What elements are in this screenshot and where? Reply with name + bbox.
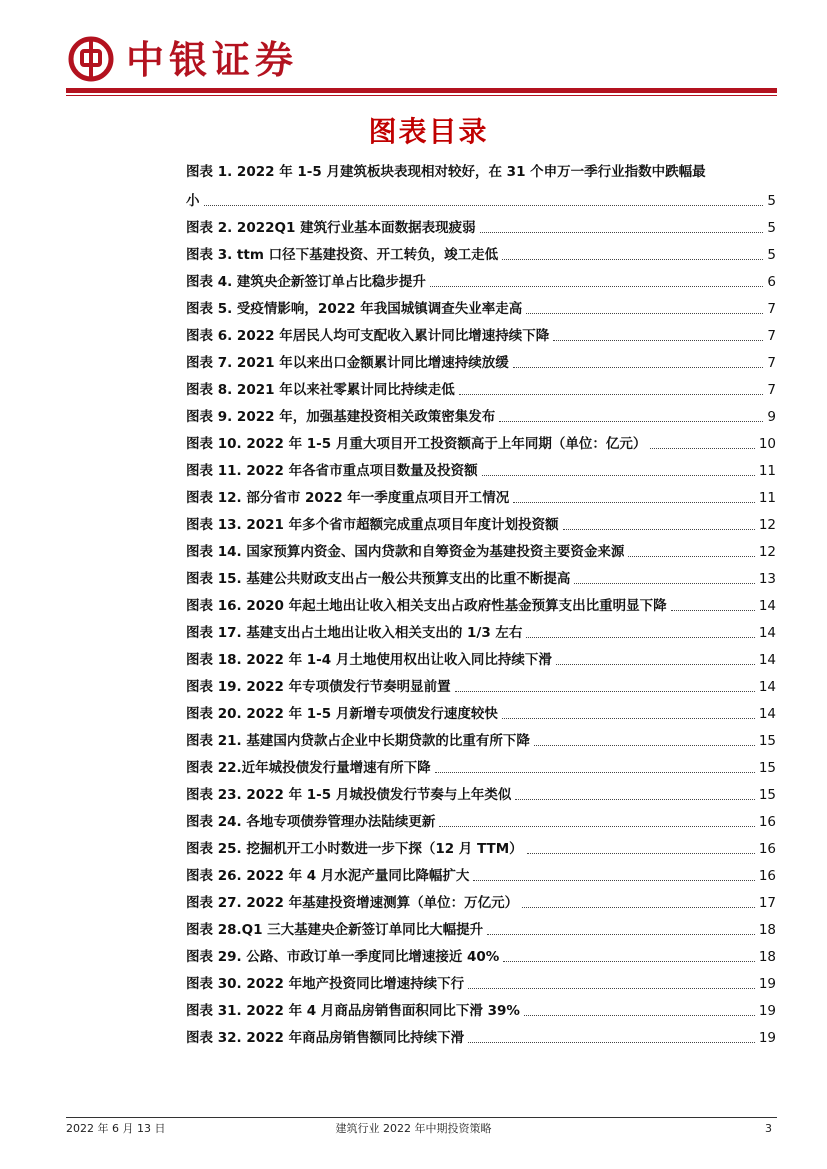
toc-entry[interactable] (186, 832, 776, 859)
toc-entry[interactable] (186, 643, 776, 670)
toc-entry[interactable] (186, 535, 776, 562)
toc-leader-dots (502, 259, 763, 260)
toc-entry-title: 图表 31. 2022 年 4 月商品房销售面积同比下滑 39% (186, 1003, 520, 1019)
toc-page-number: 5 (767, 220, 776, 236)
toc-entry-title: 图表 30. 2022 年地产投资同比增速持续下行 (186, 976, 465, 992)
toc-entry[interactable] (186, 508, 776, 535)
toc-page-number: 15 (758, 787, 776, 803)
toc-entry-title: 图表 9. 2022 年，加强基建投资相关政策密集发布 (186, 409, 496, 425)
toc-entry-title: 图表 25. 挖掘机开工小时数进一步下探（12 月 TTM） (186, 841, 523, 857)
toc-entry[interactable] (186, 886, 776, 913)
toc-page-number: 19 (758, 1003, 776, 1019)
toc-page-number: 5 (767, 193, 776, 209)
toc-entry-title: 图表 32. 2022 年商品房销售额同比持续下滑 (186, 1030, 465, 1046)
toc-entry-title: 图表 23. 2022 年 1-5 月城投债发行节奏与上年类似 (186, 787, 512, 803)
toc-leader-dots (513, 367, 764, 368)
footer-date: 2022 年 6 月 13 日 (66, 1122, 166, 1135)
toc-page-number: 7 (767, 328, 776, 344)
toc-entry[interactable] (186, 454, 776, 481)
toc-entry[interactable] (186, 724, 776, 751)
toc-leader-dots (480, 232, 764, 233)
toc-entry[interactable] (186, 589, 776, 616)
toc-entry[interactable] (186, 616, 776, 643)
toc-leader-dots (650, 448, 754, 449)
toc-page-number: 16 (758, 868, 776, 884)
toc-leader-dots (553, 340, 763, 341)
toc-entry-title: 图表 21. 基建国内贷款占企业中长期贷款的比重有所下降 (186, 733, 530, 749)
toc-entry-title: 图表 19. 2022 年专项债发行节奏明显前置 (186, 679, 451, 695)
toc-entry[interactable] (186, 913, 776, 940)
toc-page-number: 16 (758, 814, 776, 830)
toc-entry-title: 图表 22.近年城投债发行量增速有所下降 (186, 760, 431, 776)
toc-page-number: 10 (758, 436, 776, 452)
toc-leader-dots (435, 772, 755, 773)
toc-entry[interactable] (186, 1021, 776, 1048)
toc-page-number: 18 (758, 949, 776, 965)
toc-entry-title: 图表 29. 公路、市政订单一季度同比增速接近 40% (186, 949, 500, 965)
page-header (66, 30, 777, 98)
toc-entry-title: 图表 2. 2022Q1 建筑行业基本面数据表现疲弱 (186, 220, 476, 236)
toc-page-number: 17 (758, 895, 776, 911)
toc-entry-title: 图表 5. 受疫情影响，2022 年我国城镇调查失业率走高 (186, 301, 523, 317)
toc-page-number: 11 (758, 490, 776, 506)
toc-title: 图表目录 (368, 115, 489, 148)
toc-leader-dots (482, 475, 755, 476)
toc-entry[interactable] (186, 427, 776, 454)
toc-entry[interactable] (186, 778, 776, 805)
toc-entry-title: 图表 11. 2022 年各省市重点项目数量及投资额 (186, 463, 478, 479)
footer-page-number: 3 (765, 1122, 772, 1135)
toc-entry[interactable] (186, 292, 776, 319)
toc-entry[interactable] (186, 751, 776, 778)
toc-page-number: 7 (767, 301, 776, 317)
toc-page-number: 18 (758, 922, 776, 938)
toc-page-number: 11 (758, 463, 776, 479)
toc-page-number: 19 (758, 976, 776, 992)
toc-leader-dots (534, 745, 755, 746)
toc-entry-title: 图表 1. 2022 年 1-5 月建筑板块表现相对较好，在 31 个申万一季行业指数中跌幅最 (186, 164, 706, 180)
toc-entry[interactable] (186, 373, 776, 400)
toc-page-number: 14 (758, 706, 776, 722)
toc-leader-dots (522, 907, 755, 908)
toc-leader-dots (204, 205, 764, 206)
toc-entry-title: 图表 13. 2021 年多个省市超额完成重点项目年度计划投资额 (186, 517, 559, 533)
toc-page-number: 6 (767, 274, 776, 290)
toc-entry[interactable] (186, 319, 776, 346)
footer-divider (66, 1117, 777, 1118)
toc-entry[interactable] (186, 265, 776, 292)
toc-entry[interactable] (186, 940, 776, 967)
toc-page-number: 14 (758, 598, 776, 614)
toc-leader-dots (499, 421, 763, 422)
header-divider-thin (66, 95, 777, 96)
toc-list (186, 162, 776, 1048)
brand-name: 中银证券 (126, 38, 299, 82)
toc-entry[interactable] (186, 211, 776, 238)
toc-leader-dots (439, 826, 754, 827)
toc-page-number: 15 (758, 760, 776, 776)
toc-page-number: 19 (758, 1030, 776, 1046)
toc-entry[interactable] (186, 994, 776, 1021)
toc-leader-dots (524, 1015, 755, 1016)
toc-page-number: 14 (758, 652, 776, 668)
toc-page-number: 12 (758, 517, 776, 533)
toc-entry[interactable] (186, 967, 776, 994)
toc-entry-title: 图表 18. 2022 年 1-4 月土地使用权出让收入同比持续下滑 (186, 652, 552, 668)
bank-of-china-logo-icon (68, 36, 114, 82)
toc-entry-title: 图表 10. 2022 年 1-5 月重大项目开工投资额高于上年同期（单位：亿元） (186, 436, 647, 452)
toc-entry-title: 图表 26. 2022 年 4 月水泥产量同比降幅扩大 (186, 868, 470, 884)
toc-leader-dots (574, 583, 754, 584)
toc-page-number: 7 (767, 355, 776, 371)
toc-entry-title: 图表 15. 基建公共财政支出占一般公共预算支出的比重不断提高 (186, 571, 571, 587)
toc-leader-dots (430, 286, 763, 287)
toc-leader-dots (671, 610, 755, 611)
toc-entry-title: 图表 28.Q1 三大基建央企新签订单同比大幅提升 (186, 922, 484, 938)
toc-entry-title: 图表 17. 基建支出占土地出让收入相关支出的 1/3 左右 (186, 625, 523, 641)
toc-page-number: 14 (758, 625, 776, 641)
toc-entry-title: 图表 6. 2022 年居民人均可支配收入累计同比增速持续下降 (186, 328, 550, 344)
toc-page-number: 13 (758, 571, 776, 587)
toc-page-number: 16 (758, 841, 776, 857)
toc-leader-dots (473, 880, 754, 881)
toc-entry-title: 图表 4. 建筑央企新签订单占比稳步提升 (186, 274, 426, 290)
toc-entry[interactable] (186, 238, 776, 265)
toc-leader-dots (628, 556, 754, 557)
toc-leader-dots (487, 934, 755, 935)
toc-entry-title: 图表 24. 各地专项债券管理办法陆续更新 (186, 814, 436, 830)
toc-leader-dots (502, 718, 755, 719)
toc-entry[interactable] (186, 481, 776, 508)
toc-entry[interactable] (186, 162, 776, 211)
toc-entry[interactable] (186, 697, 776, 724)
toc-entry[interactable] (186, 805, 776, 832)
toc-page-number: 9 (767, 409, 776, 425)
toc-leader-dots (468, 1042, 755, 1043)
toc-leader-dots (459, 394, 764, 395)
toc-entry-title: 图表 16. 2020 年起土地出让收入相关支出占政府性基金预算支出比重明显下降 (186, 598, 667, 614)
toc-page-number: 12 (758, 544, 776, 560)
toc-entry[interactable] (186, 859, 776, 886)
footer-doc-title: 建筑行业 2022 年中期投资策略 (335, 1122, 492, 1135)
toc-leader-dots (503, 961, 754, 962)
toc-leader-dots (556, 664, 755, 665)
toc-entry[interactable] (186, 400, 776, 427)
toc-leader-dots (526, 637, 754, 638)
toc-entry[interactable] (186, 562, 776, 589)
toc-page-number: 15 (758, 733, 776, 749)
toc-entry-title: 图表 3. ttm 口径下基建投资、开工转负，竣工走低 (186, 247, 499, 263)
toc-entry-title: 图表 12. 部分省市 2022 年一季度重点项目开工情况 (186, 490, 510, 506)
toc-leader-dots (563, 529, 755, 530)
header-divider (66, 88, 777, 93)
toc-entry-title: 图表 7. 2021 年以来出口金额累计同比增速持续放缓 (186, 355, 509, 371)
toc-page-number: 14 (758, 679, 776, 695)
toc-entry-title: 图表 20. 2022 年 1-5 月新增专项债发行速度较快 (186, 706, 498, 722)
toc-entry[interactable] (186, 670, 776, 697)
toc-entry[interactable] (186, 346, 776, 373)
toc-entry-title: 图表 27. 2022 年基建投资增速测算（单位：万亿元） (186, 895, 519, 911)
toc-leader-dots (526, 313, 763, 314)
toc-leader-dots (513, 502, 755, 503)
toc-page-number: 5 (767, 247, 776, 263)
toc-leader-dots (455, 691, 755, 692)
toc-entry-title-cont: 小 (186, 193, 200, 209)
toc-leader-dots (515, 799, 754, 800)
toc-leader-dots (527, 853, 755, 854)
toc-leader-dots (468, 988, 755, 989)
toc-page-number: 7 (767, 382, 776, 398)
toc-entry-title: 图表 8. 2021 年以来社零累计同比持续走低 (186, 382, 455, 398)
toc-entry-title: 图表 14. 国家预算内资金、国内贷款和自筹资金为基建投资主要资金来源 (186, 544, 625, 560)
